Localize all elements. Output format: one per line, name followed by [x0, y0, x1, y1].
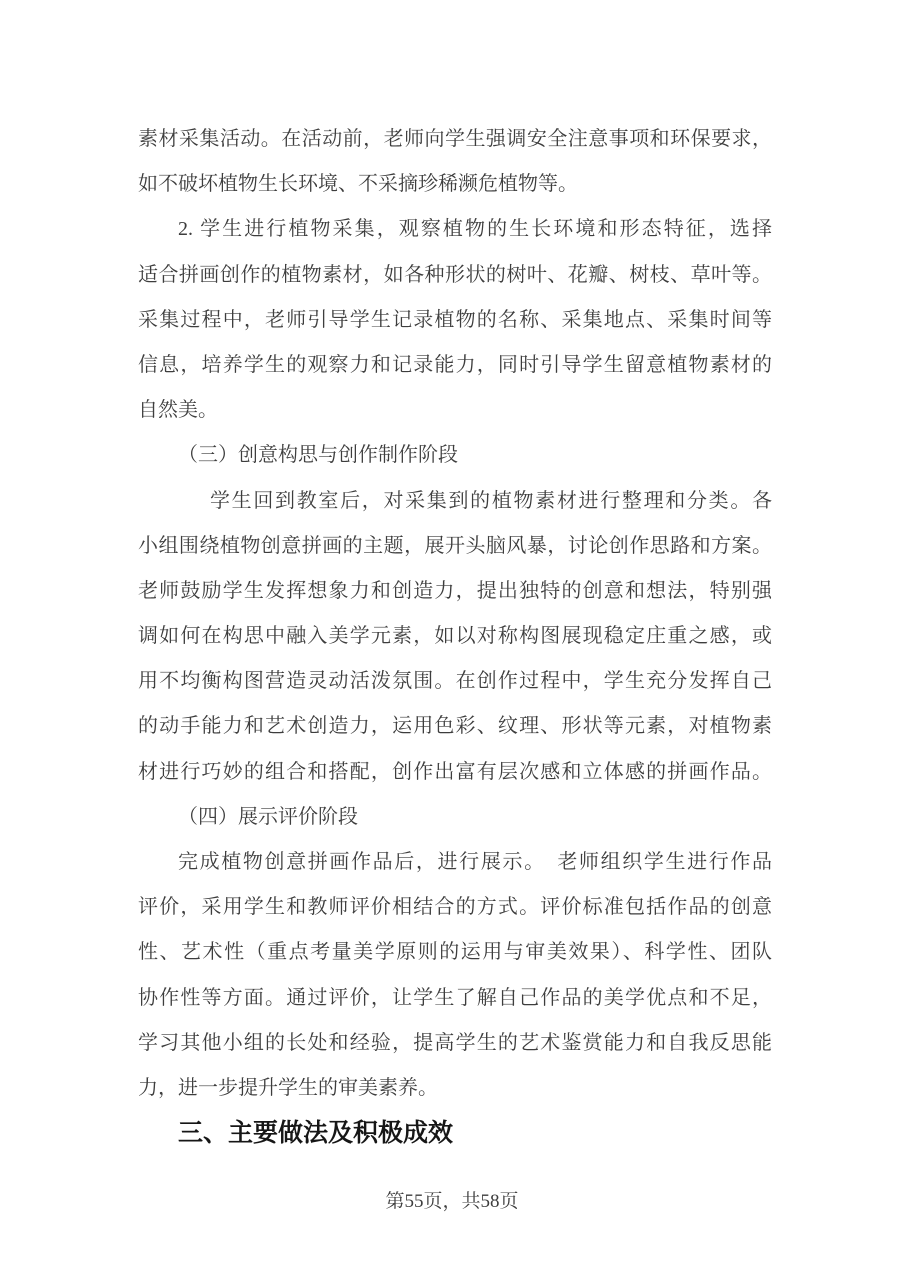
doc-line: 如不破坏植物生长环境、不采摘珍稀濒危植物等。: [138, 173, 578, 196]
doc-line: 小组围绕植物创意拼画的主题，展开头脑风暴，讨论创作思路和方案。: [138, 534, 772, 557]
document-body: [138, 117, 772, 1156]
sub-heading: （三）创意构思与创作制作阶段: [178, 444, 458, 467]
doc-line: 材进行巧妙的组合和搭配，创作出富有层次感和立体感的拼画作品。: [138, 760, 772, 783]
doc-line: 性、艺术性（重点考量美学原则的运用与审美效果）、科学性、团队: [138, 941, 772, 964]
doc-line: 的动手能力和艺术创造力，运用色彩、纹理、形状等元素，对植物素: [138, 715, 772, 738]
doc-line: 2. 学生进行植物采集，观察植物的生长环境和形态特征，选择: [178, 218, 772, 241]
page-number: 第55页，共58页: [385, 1191, 519, 1212]
doc-line: 素材采集活动。在活动前，老师向学生强调安全注意事项和环保要求，: [138, 128, 772, 150]
doc-line: 完成植物创意拼画作品后，进行展示。 老师组织学生进行作品: [178, 851, 772, 873]
doc-line: 学生回到教室后，对采集到的植物素材进行整理和分类。各: [210, 489, 772, 512]
doc-line: 力，进一步提升学生的审美素养。: [138, 1076, 438, 1099]
doc-line: 协作性等方面。通过评价，让学生了解自己作品的美学优点和不足，: [138, 986, 772, 1009]
doc-line: 自然美。: [138, 399, 218, 422]
doc-line: 调如何在构思中融入美学元素，如以对称构图展现稳定庄重之感，或: [138, 625, 772, 648]
doc-line: 老师鼓励学生发挥想象力和创造力，提出独特的创意和想法，特别强: [138, 579, 772, 602]
doc-line: 信息，培养学生的观察力和记录能力，同时引导学生留意植物素材的: [138, 353, 772, 376]
section-heading: 三、主要做法及积极成效: [178, 1119, 454, 1148]
doc-line: 用不均衡构图营造灵动活泼氛围。在创作过程中，学生充分发挥自己: [138, 670, 772, 693]
sub-heading: （四）展示评价阶段: [178, 805, 358, 828]
doc-line: 适合拼画创作的植物素材，如各种形状的树叶、花瓣、树枝、草叶等。: [138, 263, 772, 286]
doc-line: 评价，采用学生和教师评价相结合的方式。评价标准包括作品的创意: [138, 896, 772, 919]
doc-line: 学习其他小组的长处和经验，提高学生的艺术鉴赏能力和自我反思能: [138, 1031, 772, 1054]
doc-line: 采集过程中，老师引导学生记录植物的名称、采集地点、采集时间等: [138, 308, 772, 331]
